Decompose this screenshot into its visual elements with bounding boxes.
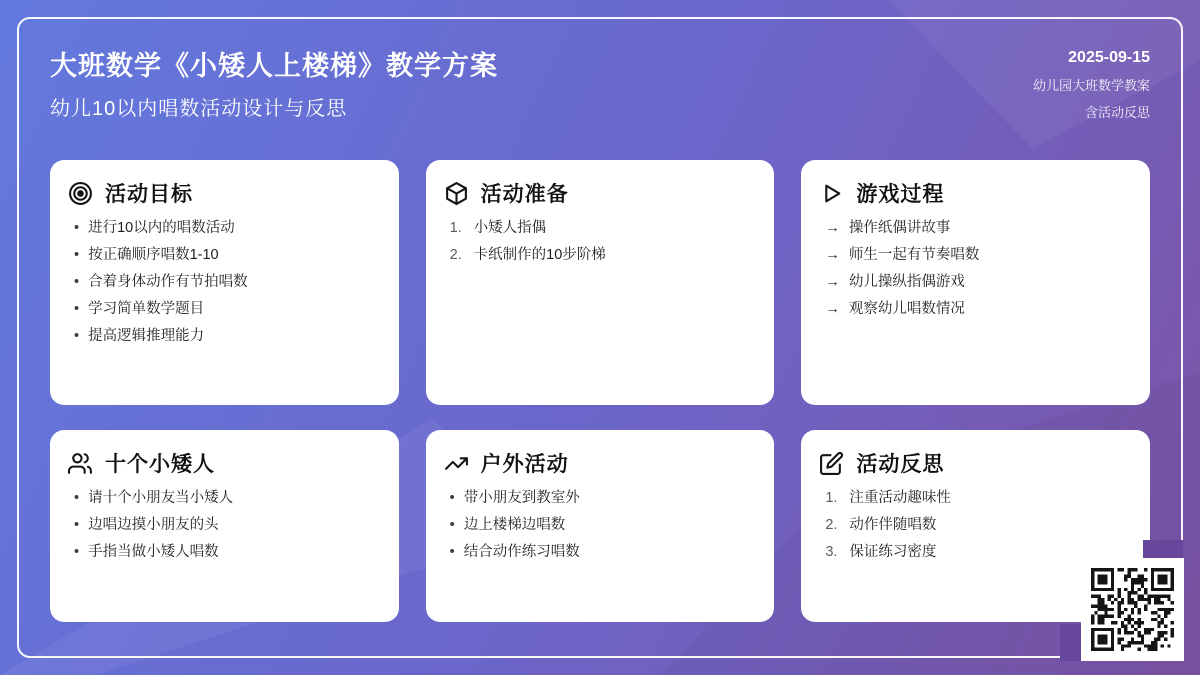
card-3 xyxy=(801,160,1150,405)
number-marker: 2. xyxy=(825,517,838,533)
card-title: 户外活动 xyxy=(480,453,569,476)
list-item-text: 提高逻辑推理能力 xyxy=(88,328,205,344)
list-item-text: 注重活动趣味性 xyxy=(849,490,951,506)
list-item xyxy=(74,545,375,560)
card-header xyxy=(68,448,375,478)
list-item xyxy=(450,545,751,560)
list-item xyxy=(450,491,751,506)
list-item xyxy=(825,302,1126,317)
card-title: 活动准备 xyxy=(480,183,569,206)
number-marker: 1. xyxy=(449,220,462,236)
bullet-marker: • xyxy=(74,544,80,560)
bullet-marker: • xyxy=(74,490,80,506)
page-title: 大班数学《小矮人上楼梯》教学方案 xyxy=(50,51,498,81)
bullet-marker: • xyxy=(74,517,80,533)
card-list xyxy=(68,491,375,560)
list-item xyxy=(74,221,375,236)
card-title: 十个小矮人 xyxy=(105,453,215,476)
list-item xyxy=(825,518,1126,533)
card-title: 活动反思 xyxy=(856,453,945,476)
page-subtitle: 幼儿10以内唱数活动设计与反思 xyxy=(50,98,348,120)
bullet-marker: • xyxy=(74,274,80,290)
list-item-text: 按正确顺序唱数1-10 xyxy=(88,247,219,263)
list-item xyxy=(74,329,375,344)
list-item-text: 动作伴随唱数 xyxy=(849,517,937,533)
list-item-text: 学习简单数学题目 xyxy=(88,301,205,317)
list-item-text: 保证练习密度 xyxy=(849,544,937,560)
list-item-text: 合着身体动作有节拍唱数 xyxy=(88,274,248,290)
list-item-text: 结合动作练习唱数 xyxy=(463,544,580,560)
list-item-text: 小矮人指偶 xyxy=(473,220,547,236)
bullet-marker: • xyxy=(74,220,80,236)
header-meta xyxy=(1033,44,1150,121)
list-item xyxy=(450,518,751,533)
list-item-text: 观察幼儿唱数情况 xyxy=(848,301,965,317)
list-item xyxy=(825,275,1126,290)
list-item xyxy=(74,491,375,506)
bullet-marker: • xyxy=(449,490,455,506)
list-item-text: 边唱边摸小朋友的头 xyxy=(88,517,219,533)
list-item-text: 请十个小朋友当小矮人 xyxy=(88,490,234,506)
arrow-marker: → xyxy=(825,274,840,290)
target-icon xyxy=(68,181,93,206)
card-4 xyxy=(50,430,399,622)
list-item xyxy=(450,248,751,263)
card-header xyxy=(68,178,375,208)
package-icon xyxy=(444,181,469,206)
list-item xyxy=(74,518,375,533)
list-item xyxy=(74,302,375,317)
play-icon xyxy=(819,181,844,206)
list-item-text: 进行10以内的唱数活动 xyxy=(88,220,235,236)
meta-category-label: 幼儿园大班数学教案 xyxy=(1032,78,1150,93)
card-title: 游戏过程 xyxy=(856,183,945,206)
bullet-marker: • xyxy=(74,328,80,344)
card-5 xyxy=(426,430,775,622)
list-item xyxy=(74,248,375,263)
meta-note-label: 含活动反思 xyxy=(1084,105,1150,120)
bullet-marker: • xyxy=(449,517,455,533)
arrow-marker: → xyxy=(825,301,840,317)
number-marker: 3. xyxy=(825,544,838,560)
list-item-text: 操作纸偶讲故事 xyxy=(848,220,951,236)
card-list xyxy=(444,491,751,560)
card-list xyxy=(68,221,375,344)
arrow-marker: → xyxy=(825,220,840,236)
date-label: 2025-09-15 xyxy=(1068,49,1150,66)
card-2 xyxy=(426,160,775,405)
list-item xyxy=(825,221,1126,236)
bullet-marker: • xyxy=(74,301,80,317)
trending-up-icon xyxy=(444,451,469,476)
list-item xyxy=(450,221,751,236)
number-marker: 2. xyxy=(449,247,462,263)
list-item-text: 幼儿操纵指偶游戏 xyxy=(848,274,965,290)
card-list xyxy=(444,221,751,263)
card-header xyxy=(444,178,751,208)
card-list xyxy=(819,221,1126,317)
list-item-text: 卡纸制作的10步阶梯 xyxy=(473,247,606,263)
list-item-text: 边上楼梯边唱数 xyxy=(463,517,566,533)
list-item xyxy=(825,248,1126,263)
bullet-marker: • xyxy=(449,544,455,560)
list-item-text: 带小朋友到教室外 xyxy=(463,490,580,506)
bullet-marker: • xyxy=(74,247,80,263)
qr-code xyxy=(1081,558,1184,661)
card-title: 活动目标 xyxy=(105,183,193,206)
list-item xyxy=(74,275,375,290)
card-header xyxy=(819,178,1126,208)
qr-code-image xyxy=(1091,568,1174,651)
number-marker: 1. xyxy=(825,490,838,506)
pixel-decoration xyxy=(1143,540,1183,558)
card-list xyxy=(819,491,1126,560)
header-titles xyxy=(50,44,498,121)
edit-icon xyxy=(819,451,844,476)
card-header xyxy=(444,448,751,478)
list-item-text: 师生一起有节奏唱数 xyxy=(848,247,980,263)
list-item-text: 手指当做小矮人唱数 xyxy=(88,544,219,560)
header xyxy=(50,44,1150,121)
users-icon xyxy=(68,451,93,476)
arrow-marker: → xyxy=(825,247,840,263)
list-item xyxy=(825,491,1126,506)
card-1 xyxy=(50,160,399,405)
card-header xyxy=(819,448,1126,478)
cards-grid xyxy=(50,160,1150,622)
